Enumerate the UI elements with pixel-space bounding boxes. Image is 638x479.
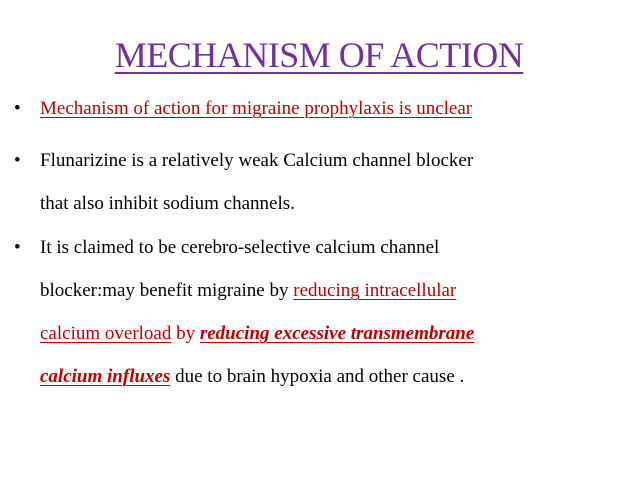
bullet-3-line-4-text: due to brain hypoxia and other cause . bbox=[170, 366, 465, 387]
bullet-marker: • bbox=[14, 150, 21, 171]
bullet-3-line-2 bbox=[40, 280, 456, 302]
bullet-1-text bbox=[40, 98, 472, 120]
bullet-2-line-1: Flunarizine is a relatively weak Calcium channel blocker bbox=[40, 150, 474, 171]
connector-by: by bbox=[171, 323, 200, 344]
bullet-3-line-4 bbox=[40, 366, 464, 388]
highlight-calcium-overload: calcium overload bbox=[40, 323, 172, 344]
bullet-3-line-1: It is claimed to be cerebro-selective calcium channel bbox=[40, 237, 440, 258]
emphasis-reducing-excessive: reducing excessive transmembrane bbox=[199, 323, 475, 344]
emphasis-calcium-influxes: calcium influxes bbox=[40, 366, 171, 387]
bullet-2-line-2: that also inhibit sodium channels. bbox=[40, 193, 295, 214]
highlight-reducing-intracellular: reducing intracellular bbox=[293, 280, 457, 301]
bullet-1-line-1: Mechanism of action for migraine prophylaxis is unclear bbox=[40, 98, 473, 119]
bullet-3-line-3 bbox=[40, 323, 474, 345]
bullet-marker: • bbox=[14, 98, 21, 119]
bullet-3-line-2-text: blocker:may benefit migraine by bbox=[40, 280, 294, 301]
slide-title: MECHANISM OF ACTION bbox=[114, 35, 524, 75]
bullet-marker: • bbox=[14, 237, 21, 258]
